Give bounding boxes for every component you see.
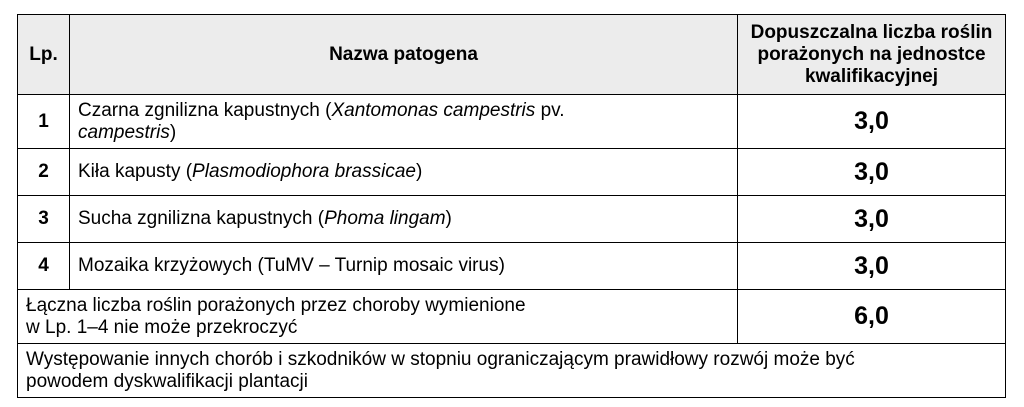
pathogen-latin-name: Plasmodiophora brassicae — [192, 161, 416, 182]
pathogen-name — [70, 196, 738, 243]
footer-note-line: powodem dyskwalifikacji plantacji — [26, 370, 308, 392]
row-number: 2 — [18, 149, 70, 196]
header-pathogen-name: Nazwa patogena — [70, 15, 738, 95]
total-row — [18, 290, 1006, 344]
table-header-row — [18, 15, 1006, 95]
pathogen-name — [70, 149, 738, 196]
pathogen-name-text: Czarna zgnilizna kapustnych ( — [78, 99, 332, 121]
total-value: 6,0 — [738, 290, 1006, 344]
total-label-line: Łączna liczba roślin porażonych przez choroby wymienione — [26, 294, 526, 316]
pathogen-name: Mozaika krzyżowych (TuMV – Turnip mosaic virus) — [70, 243, 738, 290]
row-number: 3 — [18, 196, 70, 243]
table-row — [18, 149, 1006, 196]
row-number: 1 — [18, 95, 70, 149]
pathogen-latin-name: Xantomonas campestris — [331, 99, 536, 121]
table-row — [18, 243, 1006, 290]
footer-note-line: Występowanie innych chorób i szkodników w stopniu ograniczającym prawidłowy rozwój może być — [26, 348, 855, 370]
pathogen-name-text: ) — [445, 208, 452, 229]
allowed-count-value: 3,0 — [738, 196, 1006, 243]
allowed-count-value: 3,0 — [738, 149, 1006, 196]
pathogen-table — [17, 14, 1006, 398]
header-allowed-count: Dopuszczalna liczba roślin porażonych na jednostce kwalifikacyjnej — [738, 15, 1006, 95]
pathogen-name-text: Sucha zgnilizna kapustnych ( — [78, 208, 325, 229]
footer-row — [18, 344, 1006, 398]
pathogen-name-text: ) — [169, 121, 177, 143]
header-lp: Lp. — [18, 15, 70, 95]
pathogen-name-text: Kiła kapusty ( — [78, 161, 193, 182]
total-label — [18, 290, 738, 344]
pathogen-name-text: ) — [415, 161, 423, 182]
pathogen-latin-name: Phoma lingam — [324, 208, 446, 229]
table-row — [18, 196, 1006, 243]
pathogen-name-text: pv. — [535, 99, 565, 121]
footer-note — [18, 344, 1006, 398]
table-row — [18, 95, 1006, 149]
allowed-count-value: 3,0 — [738, 95, 1006, 149]
pathogen-name — [70, 95, 738, 149]
row-number: 4 — [18, 243, 70, 290]
allowed-count-value: 3,0 — [738, 243, 1006, 290]
pathogen-latin-name: campestris — [78, 121, 170, 143]
total-label-line: w Lp. 1–4 nie może przekroczyć — [26, 316, 298, 338]
